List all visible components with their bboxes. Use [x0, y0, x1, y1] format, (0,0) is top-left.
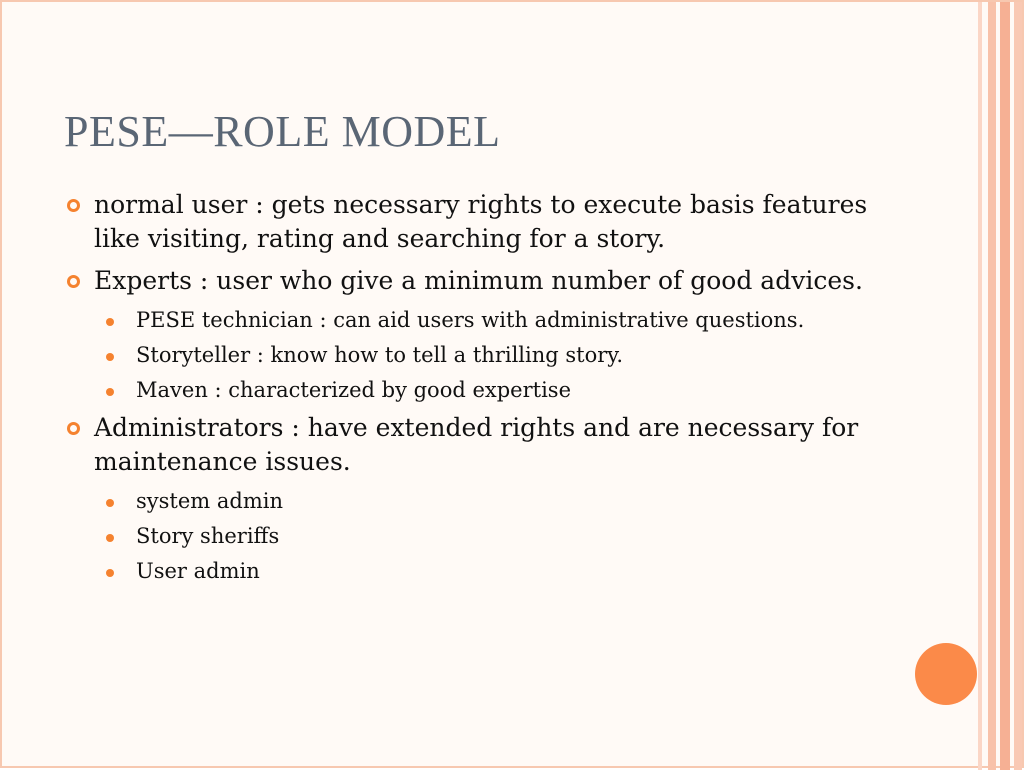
ring-bullet-icon [67, 275, 80, 288]
dot-bullet-icon [106, 388, 114, 396]
sub-bullet-text: PESE technician : can aid users with administrative questions. [136, 308, 805, 332]
stripe [1014, 2, 1022, 770]
sub-bullet-group [64, 487, 884, 586]
sub-bullet-item [94, 487, 884, 516]
sub-bullet-text: Story sheriffs [136, 524, 280, 548]
bullet-text: normal user : gets necessary rights to execute basis features like visiting, rating and searching for a story. [94, 190, 868, 253]
ring-bullet-icon [67, 422, 80, 435]
ring-bullet-icon [67, 199, 80, 212]
sub-bullet-item [94, 341, 884, 370]
slide-title: PESE—ROLE MODEL [64, 107, 501, 156]
bullet-item [64, 411, 884, 479]
stripe [1000, 2, 1010, 770]
sub-bullet-item [94, 376, 884, 405]
dot-bullet-icon [106, 318, 114, 326]
sub-bullet-group [64, 306, 884, 405]
decorative-stripes [978, 2, 1022, 770]
sub-bullet-text: system admin [136, 489, 283, 513]
stripe [988, 2, 996, 770]
stripe [978, 2, 982, 770]
dot-bullet-icon [106, 569, 114, 577]
sub-bullet-text: Storyteller : know how to tell a thrilling story. [136, 343, 624, 367]
sub-bullet-item [94, 522, 884, 551]
sub-bullet-text: User admin [136, 559, 260, 583]
bullet-text: Administrators : have extended rights and are necessary for maintenance issues. [94, 413, 859, 476]
sub-bullet-list [64, 306, 884, 405]
sub-bullet-list [64, 487, 884, 586]
bullet-item [64, 188, 884, 256]
decorative-circle [915, 643, 977, 705]
dot-bullet-icon [106, 499, 114, 507]
sub-bullet-item [94, 306, 884, 335]
bullet-list [64, 188, 884, 586]
sub-bullet-text: Maven : characterized by good expertise [136, 378, 571, 402]
bullet-item [64, 264, 884, 298]
slide-content [64, 188, 884, 592]
dot-bullet-icon [106, 353, 114, 361]
sub-bullet-item [94, 557, 884, 586]
bullet-text: Experts : user who give a minimum number of good advices. [94, 266, 863, 295]
dot-bullet-icon [106, 534, 114, 542]
